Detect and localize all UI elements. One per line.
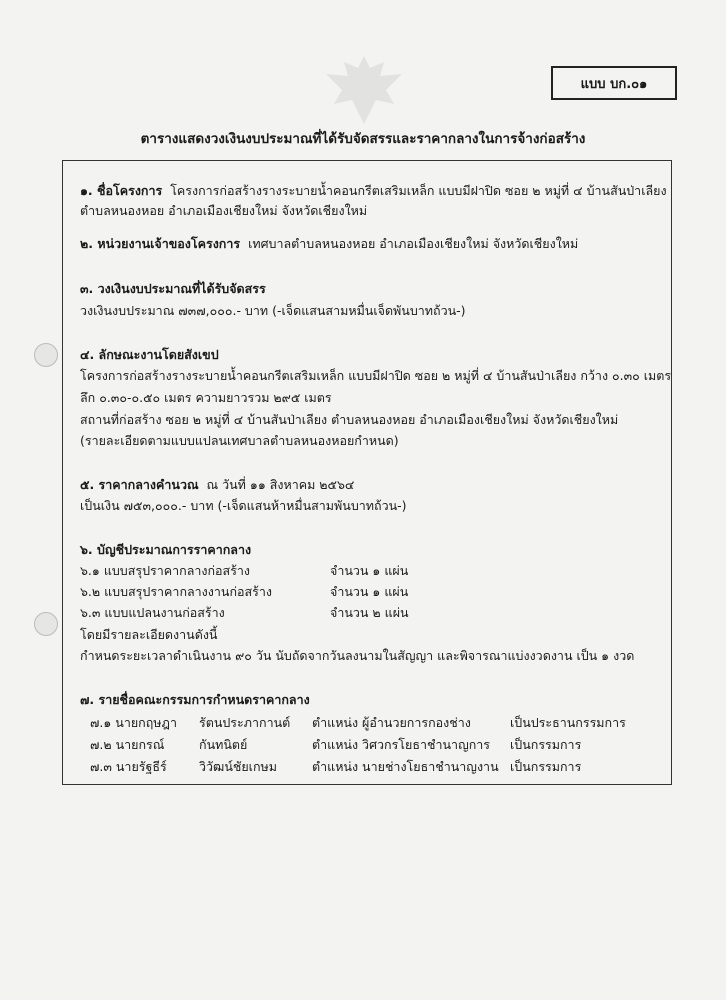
estimate-item-name: ๖.๓ แบบแปลนงานก่อสร้าง xyxy=(80,605,225,620)
project-owner: เทศบาลตำบลหนองหอย อำเภอเมืองเชียงใหม่ จังหวัดเชียงใหม่ xyxy=(248,236,579,251)
estimate-item-qty: จำนวน ๒ แผ่น xyxy=(330,605,409,620)
member-name: ๗.๓ นายรัฐธีร์ xyxy=(90,759,167,774)
estimate-item-qty: จำนวน ๑ แผ่น xyxy=(330,584,409,599)
project-name: โครงการก่อสร้างรางระบายน้ำคอนกรีตเสริมเหล็ก แบบมีฝาปิด ซอย ๒ หมู่ที่ ๔ บ้านสันป่าเลียง xyxy=(170,183,667,198)
section-2-label: ๒. หน่วยงานเจ้าของโครงการ xyxy=(80,236,241,251)
calculation-date: ณ วันที่ ๑๑ สิงหาคม ๒๕๖๔ xyxy=(206,477,355,492)
section-7-label: ๗. รายชื่อคณะกรรมการกำหนดราคากลาง xyxy=(80,692,310,707)
section-2-line xyxy=(80,236,578,252)
form-code-box xyxy=(551,66,677,100)
member-position: ตำแหน่ง วิศวกรโยธาชำนาญการ xyxy=(312,737,491,752)
estimate-item-name: ๖.๑ แบบสรุปราคากลางก่อสร้าง xyxy=(80,563,251,578)
member-name: ๗.๑ นายกฤษฎา xyxy=(90,715,177,730)
punch-hole xyxy=(34,612,58,636)
form-code: แบบ บก.๐๑ xyxy=(580,76,648,92)
member-role: เป็นกรรมการ xyxy=(510,759,582,774)
member-name: ๗.๒ นายกรณ์ xyxy=(90,737,165,752)
section-5-label: ๕. ราคากลางคำนวณ xyxy=(80,477,199,492)
punch-hole xyxy=(34,343,58,367)
detail-intro: โดยมีรายละเอียดงานดังนี้ xyxy=(80,627,218,642)
member-position: ตำแหน่ง ผู้อำนวยการกองช่าง xyxy=(312,715,471,730)
work-site: สถานที่ก่อสร้าง ซอย ๒ หมู่ที่ ๔ บ้านสันป่าเลียง ตำบลหนองหอย อำเภอเมืองเชียงใหม่ จังหวัดเชียงใหม่ xyxy=(80,412,619,427)
section-1-label: ๑. ชื่อโครงการ xyxy=(80,183,163,198)
median-price: เป็นเงิน ๗๕๓,๐๐๐.- บาท (-เจ็ดแสนห้าหมื่นสามพันบาทถ้วน-) xyxy=(80,498,407,513)
member-surname: กันทนิตย์ xyxy=(199,737,248,752)
budget-amount: วงเงินงบประมาณ ๗๓๗,๐๐๐.- บาท (-เจ็ดแสนสามหมื่นเจ็ดพันบาทถ้วน-) xyxy=(80,303,466,318)
estimate-item-name: ๖.๒ แบบสรุปราคากลางงานก่อสร้าง xyxy=(80,584,272,599)
section-5-line xyxy=(80,477,354,493)
work-description-line-1: โครงการก่อสร้างรางระบายน้ำคอนกรีตเสริมเหล็ก แบบมีฝาปิด ซอย ๒ หมู่ที่ ๔ บ้านสันป่าเลียง กว้าง ๐.๓๐ เมตร xyxy=(80,368,672,383)
project-location: ตำบลหนองหอย อำเภอเมืองเชียงใหม่ จังหวัดเชียงใหม่ xyxy=(80,203,368,218)
work-duration: กำหนดระยะเวลาดำเนินงาน ๙๐ วัน นับถัดจากวันลงนามในสัญญา และพิจารณาแบ่งงวดงาน เป็น ๑ งวด xyxy=(80,648,635,663)
section-1-line-1 xyxy=(80,183,667,199)
section-4-label: ๔. ลักษณะงานโดยสังเขป xyxy=(80,347,219,362)
document-title: ตารางแสดงวงเงินงบประมาณที่ได้รับจัดสรรและราคากลางในการจ้างก่อสร้าง xyxy=(140,131,586,147)
member-surname: วิวัฒน์ชัยเกษม xyxy=(199,759,278,774)
member-surname: รัตนประภากานต์ xyxy=(199,715,291,730)
member-role: เป็นประธานกรรมการ xyxy=(510,715,626,730)
work-description-line-2: ลึก ๐.๓๐-๐.๕๐ เมตร ความยาวรวม ๒๙๕ เมตร xyxy=(80,390,332,405)
estimate-item-qty: จำนวน ๑ แผ่น xyxy=(330,563,409,578)
garuda-emblem-icon xyxy=(322,52,406,128)
member-role: เป็นกรรมการ xyxy=(510,737,582,752)
section-6-label: ๖. บัญชีประมาณการราคากลาง xyxy=(80,542,252,557)
section-3-label: ๓. วงเงินงบประมาณที่ได้รับจัดสรร xyxy=(80,281,266,296)
work-detail-note: (รายละเอียดตามแบบแปลนเทศบาลตำบลหนองหอยกำหนด) xyxy=(80,433,399,448)
member-position: ตำแหน่ง นายช่างโยธาชำนาญงาน xyxy=(312,759,499,774)
